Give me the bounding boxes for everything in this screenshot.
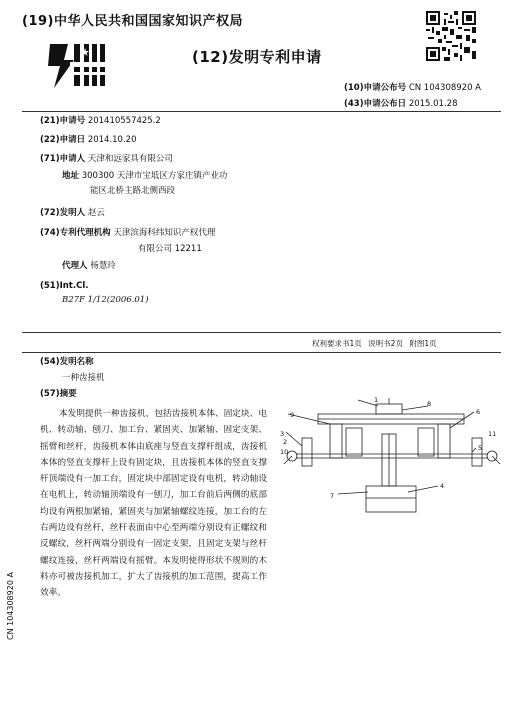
address [62,170,227,183]
inventor-label: (72)发明人 [40,208,86,218]
patent-agency [40,227,215,240]
publication-number-label: (10)申请公布号 [344,83,407,93]
drawing-label: 11 [488,430,497,438]
agent-value: 杨慧玲 [90,261,116,271]
patent-agency-line-2: 有限公司 12211 [138,244,202,254]
drawing-label: 9 [290,411,295,419]
drawing-label: 7 [330,492,335,500]
document-type: (12)发明专利申请 [192,48,322,66]
int-cl-label [40,280,89,293]
header-divider [22,111,501,112]
application-date [40,134,136,147]
inventor-value: 赵云 [87,208,105,218]
address-line-1: 300300 天津市宝坻区方家庄镇产业功 [81,171,228,181]
abstract-text: 本发明提供一种齿接机，包括齿接机本体、固定块、电机、转动轴、刨刀、加工台、紧固夹、加紧轴、固定支架、摇臂和丝杆，齿接机本体由底座与竖直支撑杆组成，齿接机本体的竖直支撑杆上设有固定块，且齿接机本体的竖直支撑杆顶端设有一加工台，固定块中部固定设有电机，转动轴设在电机上，转动轴顶端设有一刨刀，加工台前后两侧的底部均设有两根加紧轴，紧固夹与加紧轴螺纹连接，加工台的左右两边设有丝杆，丝杆表面由中心至两端分别设有正螺纹和反螺纹，丝杆两端分别设有一固定支架，且固定支架与丝杆螺纹连接，丝杆两端设有摇臂。本发明使得形状不规则的木料亦可被齿接机加工，扩大了齿接机的加工范围，提高工作效率。 [40,409,267,599]
int-cl-label-text: (51)Int.Cl. [40,281,89,291]
abstract-label [40,388,77,401]
drawing-label: 4 [440,482,445,490]
publication-number [344,81,481,93]
application-date-label: (22)申请日 [40,135,86,145]
cnipa-logo-icon [40,36,110,94]
qr-code-icon [426,11,476,61]
patent-agency-label: (74)专利代理机构 [40,228,111,238]
bib-divider [22,332,501,333]
applicant-label: (71)申请人 [40,154,86,164]
invention-title: 一种齿接机 [62,373,105,383]
drawing-labels [278,394,506,514]
address-label: 地址 [62,171,80,181]
publication-date-value: 2015.01.28 [408,99,458,109]
drawing-label: 8 [427,400,432,408]
drawing-label: 2 [283,438,288,446]
address-line-2: 能区北桥主路北侧西段 [90,186,176,196]
publication-date-label: (43)申请公布日 [344,99,407,109]
applicant-value: 天津和远家具有限公司 [87,154,173,164]
publication-date [344,97,457,109]
invention-title-label [40,356,94,369]
drawing-label: 10 [280,448,289,456]
page-counts [312,338,437,349]
drawing-label: 6 [476,408,481,416]
drawing-label: 5 [478,444,483,452]
agent [62,260,116,273]
drawing-label: 3 [280,430,285,438]
int-cl-value: B27F 1/12(2006.01) [62,295,149,305]
application-number-value: 201410557425.2 [87,116,161,126]
abstract-label-text: (57)摘要 [40,389,77,399]
pages-divider [22,352,501,353]
invention-title-label-text: (54)发明名称 [40,357,94,367]
inventor [40,207,105,220]
applicant [40,153,173,166]
application-date-value: 2014.10.20 [87,135,137,145]
claims-pages: 权利要求书1页 [312,339,362,348]
office-name: (19)中华人民共和国国家知识产权局 [22,14,243,29]
drawings-pages: 附图1页 [409,339,437,348]
description-pages: 说明书2页 [368,339,403,348]
drawing-label: 1 [374,396,379,404]
application-number [40,115,161,128]
application-number-label: (21)申请号 [40,116,86,126]
publication-number-value: CN 104308920 A [408,83,481,93]
side-publication-number: CN 104308920 A [6,572,15,640]
patent-agency-line-1: 天津滨海科纬知识产权代理 [113,228,216,238]
agent-label: 代理人 [62,261,88,271]
